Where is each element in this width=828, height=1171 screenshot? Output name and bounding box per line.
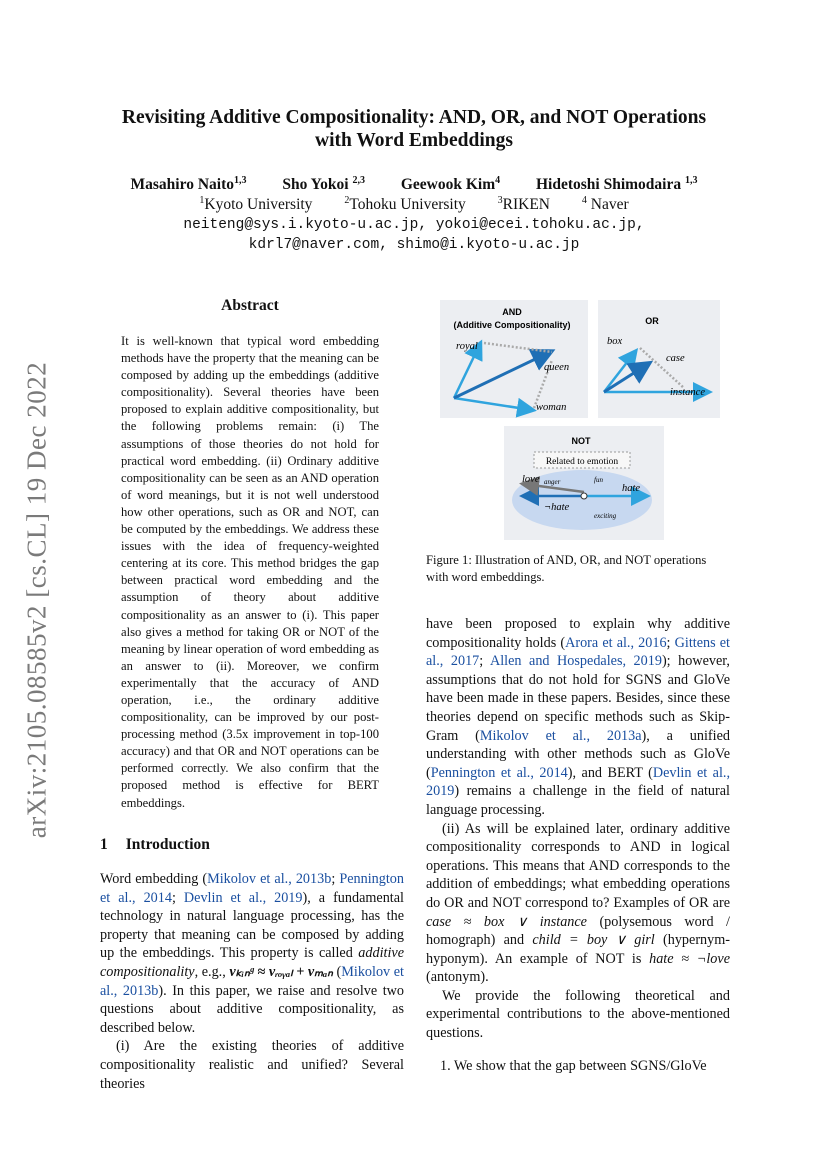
- citation-link[interactable]: Gittens et al., 2017: [426, 634, 730, 670]
- author-emails: neiteng@sys.i.kyoto-u.ac.jp, yokoi@ecei.tohoku.ac.jp, kdrl7@naver.com, shimo@i.kyoto-u.ac.jp: [183, 217, 645, 253]
- word-box: box: [607, 336, 623, 347]
- word-queen: queen: [544, 362, 570, 373]
- citation-link[interactable]: Devlin et al., 2019: [426, 764, 730, 800]
- figure-1-illustration: [440, 300, 720, 540]
- origin-point: [581, 493, 587, 499]
- citation-link[interactable]: Allen and Hospedales, 2019: [489, 653, 662, 670]
- paragraph: We provide the following theoretical and experimental contributions to the above-mentioned questions.: [426, 987, 730, 1042]
- citation-link[interactable]: Mikolov et al., 2013b: [207, 871, 332, 887]
- word-royal: royal: [456, 341, 478, 352]
- figure-1: [440, 300, 720, 540]
- word-woman: woman: [536, 402, 567, 413]
- citation-link[interactable]: Mikolov et al., 2013a: [479, 727, 642, 744]
- author: Geewook Kim$^4$: [400, 175, 501, 194]
- author: Sho Yokoi $^{2,3}$: [282, 175, 365, 194]
- affiliation: $^4$ Naver: [581, 195, 629, 214]
- intro-right-column: [426, 615, 730, 1043]
- word-case: case: [666, 353, 685, 364]
- word-exciting: exciting: [594, 512, 617, 520]
- citation-link[interactable]: Pennington et al., 2014: [100, 871, 404, 906]
- author: Masahiro Naito$^{1,3}$: [130, 175, 247, 194]
- section-heading-introduction: 1 Introduction: [100, 836, 210, 853]
- affiliation: $^2$Tohoku University: [344, 195, 466, 214]
- paragraph: (i) Are the existing theories of additive compositionality realistic and unified? Several theories: [100, 1038, 404, 1092]
- and-title: AND: [502, 307, 522, 317]
- word-love: love: [522, 474, 540, 485]
- intro-left-column: [100, 870, 404, 1093]
- abstract-heading: Abstract: [221, 297, 279, 314]
- citation-link[interactable]: Pennington et al., 2014: [430, 764, 568, 781]
- affiliation: $^3$RIKEN: [497, 195, 550, 214]
- word-fun: fun: [594, 476, 603, 484]
- paragraph: (ii) As will be explained later, ordinary additive compositionality corresponds to AND in logical operations. This means that AND corresponds to the addition of embeddings; what embedding operations do OR and NOT correspond to? Examples of OR are case ≈ box ∨ instance (polysemous word / homograph) and child = boy ∨ girl (hypernym-hyponym). An example of NOT is hate ≈ ¬love (antonym).: [426, 820, 730, 986]
- and-subtitle: (Additive Compositionality): [453, 320, 571, 330]
- affiliation-list: [60, 195, 768, 214]
- or-panel: [598, 300, 720, 418]
- word-anger: anger: [544, 478, 561, 486]
- figure-1-caption: Figure 1: Illustration of AND, OR, and NOT operations with word embeddings.: [426, 553, 707, 584]
- paragraph: Word embedding (Mikolov et al., 2013b; Pennington et al., 2014; Devlin et al., 2019), a fundamental technology in natural language processing, has the property that meaning can be composed by adding up the embeddings. This property is called additive compositionality, e.g., vₖᵢₙᵍ ≈ vᵣₒᵧₐₗ + vₘₐₙ (Mikolov et al., 2013b). In this paper, we raise and resolve two questions about additive compositionality, as described below.: [100, 871, 404, 1036]
- word-instance: instance: [670, 387, 705, 398]
- abstract-body: It is well-known that typical word embedding methods have the property that the meaning can be composed by adding up the embeddings (additive compositionality). Several theories have been proposed to explain additive compositionality, but the following problems remain: (i) The assumptions of those theories do not hold for practical word embedding. (ii) Ordinary additive compositionality can be seen as an AND operation of word meanings, but it is not well understood how other operations, such as OR and NOT, can be computed by the embeddings. We address these issues with the idea of frequency-weighted centering at its core. This method bridges the gap between practical word embedding and the assumption of theory about additive compositionality as an answer to (i). This paper also gives a method for taking OR or NOT of the meaning by linear operation of word embedding as an answer to (ii). Moreover, we confirm experimentally that the accuracy of AND operation, i.e., the ordinary additive compositionality, can be improved by our post-processing method (3.5x improvement in top-100 accuracy) and that OR and NOT operations can be performed correctly. We also confirm that the proposed method is effective for BERT embeddings.: [121, 334, 379, 810]
- or-title: OR: [645, 316, 659, 326]
- author: Hidetoshi Shimodaira $^{1,3}$: [535, 175, 698, 194]
- citation-link[interactable]: Devlin et al., 2019: [183, 889, 303, 906]
- citation-link[interactable]: Mikolov et al., 2013b: [100, 963, 404, 999]
- not-title: NOT: [571, 436, 591, 446]
- word-hate: hate: [622, 483, 641, 494]
- author-list: [60, 175, 768, 194]
- paper-title: Revisiting Additive Compositionality: AND, OR, and NOT Operations with Word Embeddings: [121, 107, 707, 151]
- affiliation: $^1$Kyoto University: [199, 195, 313, 214]
- arxiv-identifier: arXiv:2105.08585v2 [cs.CL] 19 Dec 2022: [21, 361, 52, 839]
- contribution-list-item: 1. We show that the gap between SGNS/GloVe: [440, 1058, 707, 1074]
- word-neg-hate: ¬hate: [544, 502, 570, 513]
- not-box-label: Related to emotion: [545, 457, 619, 467]
- paragraph: have been proposed to explain why additive compositionality holds (Arora et al., 2016; Gittens et al., 2017; Allen and Hospedales, 2019); however, assumptions that do not hold for SGNS and GloVe have been made in these papers. Besides, since these theories depend on specific methods such as Skip-Gram (Mikolov et al., 2013a), a unified understanding with other methods such as GloVe (Pennington et al., 2014), and BERT (Devlin et al., 2019) remains a challenge in the field of natural language processing.: [426, 616, 730, 818]
- arxiv-sidebar: [12, 340, 62, 860]
- citation-link[interactable]: Arora et al., 2016: [565, 634, 667, 651]
